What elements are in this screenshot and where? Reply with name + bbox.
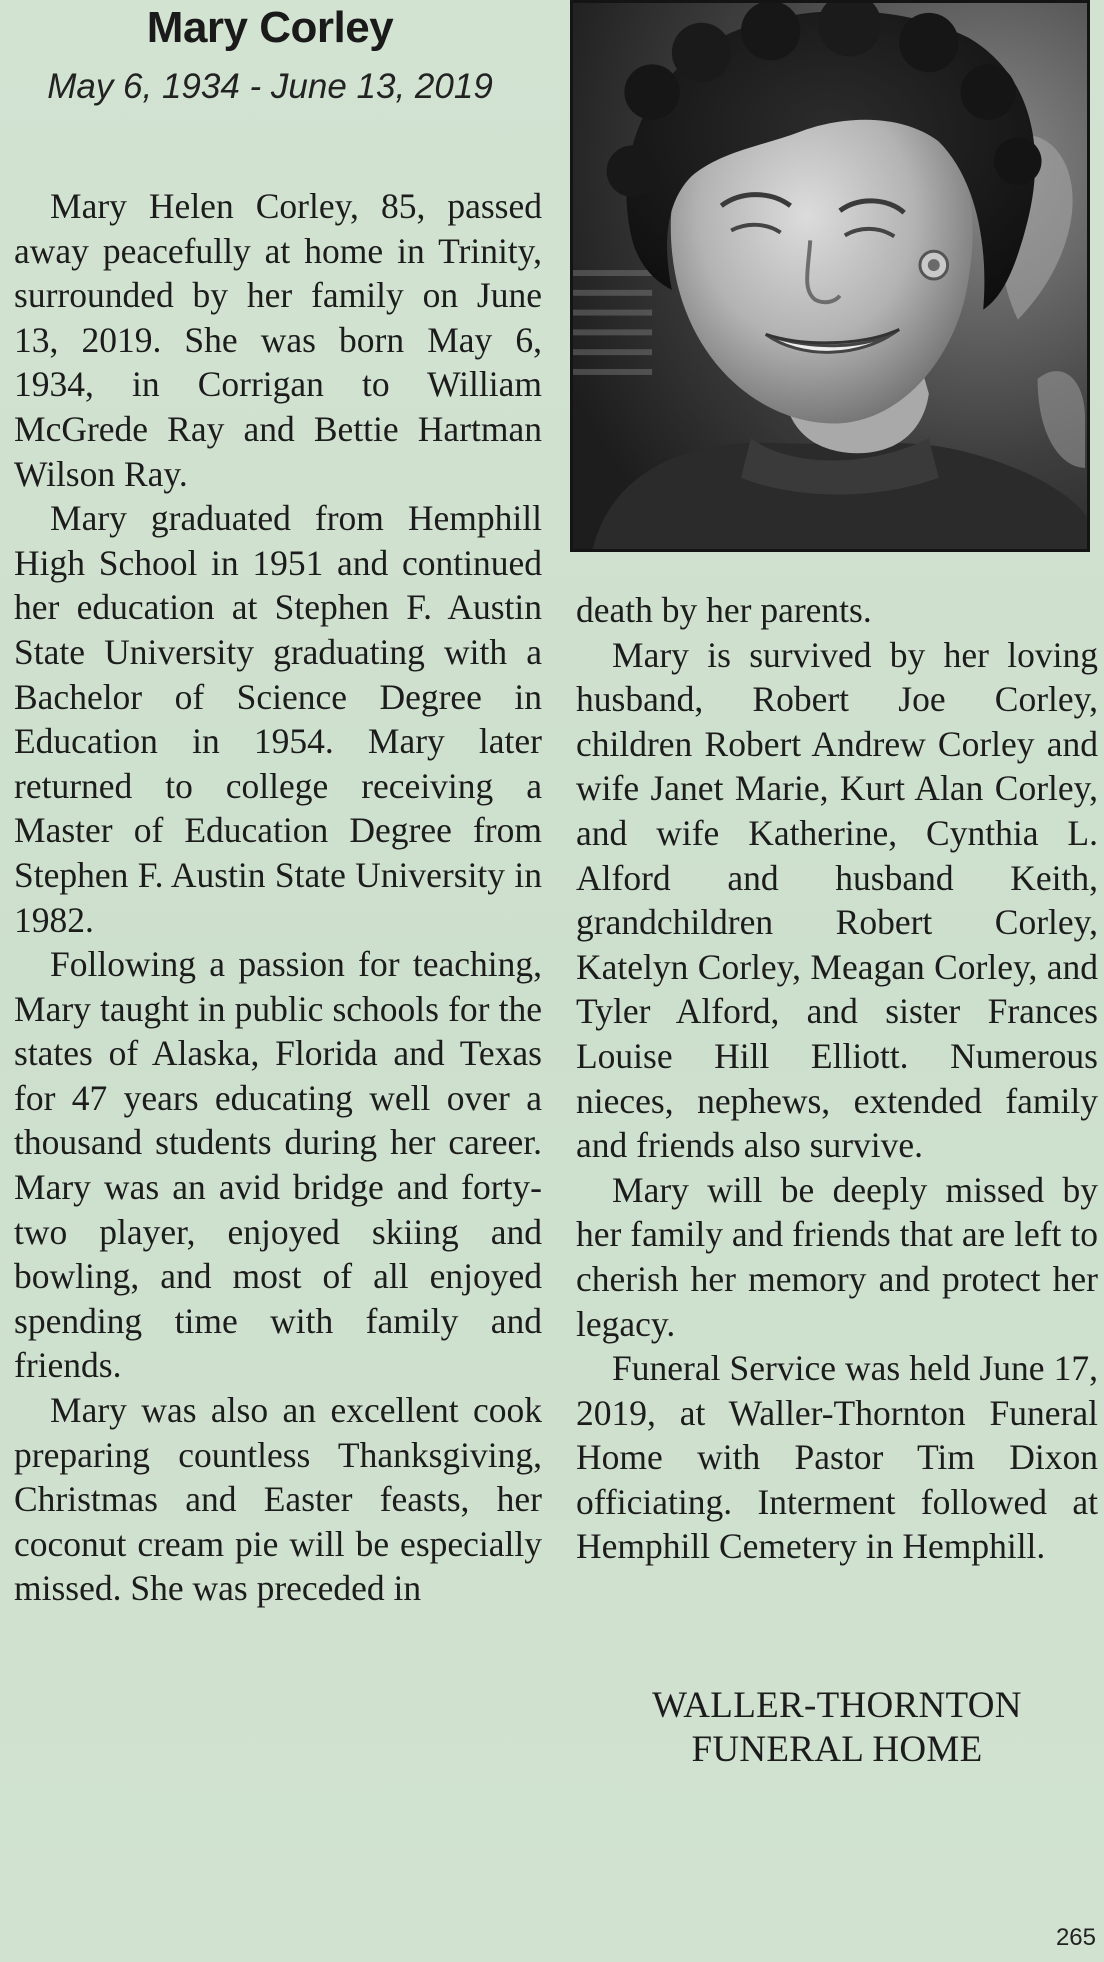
obituary-dates: May 6, 1934 - June 13, 2019 [47,67,493,106]
obituary-paragraph: Mary Helen Corley, 85, passed away peacefully at home in Trinity, surrounded by her family on June 13, 2019. She was born May 6, 1934, in Corrigan to William McGrede Ray and Bettie Hartman Wilson Ray. [14,186,542,494]
funeral-home-name-line2: FUNERAL HOME [691,1729,983,1770]
funeral-home-name-line1: WALLER-THORNTON [652,1685,1022,1726]
obituary-name-heading: Mary Corley [146,3,394,52]
obituary-paragraph: Mary was also an excellent cook preparing countless Thanksgiving, Christmas and Easter feasts, her coconut cream pie will be especially missed. She was preceded in [14,1390,542,1609]
obituary-left-column [14,184,542,1611]
obituary-paragraph: Following a passion for teaching, Mary taught in public schools for the states of Alaska, Florida and Texas for 47 years educating well over a thousand students during her career. Mary was an avid bridge and forty-two player, enjoyed skiing and bowling, and most of all enjoyed spending time with family and friends. [14,944,542,1386]
obituary-paragraph: Mary will be deeply missed by her family and friends that are left to cherish her memory and protect her legacy. [576,1169,1098,1344]
page-number: 265 [1055,1924,1096,1951]
obituary-continuation: death by her parents. [576,590,872,630]
obituary-paragraph: Funeral Service was held June 17, 2019, at Waller-Thornton Funeral Home with Pastor Tim Dixon officiating. Interment followed at Hemphill Cemetery in Hemphill. [576,1348,1098,1567]
obituary-right-column [576,588,1098,1569]
obituary-paragraph: Mary graduated from Hemphill High School in 1951 and continued her education at Stephen F. Austin State University graduating with a Bachelor of Science Degree in Education in 1954. Mary later returned to college receiving a Master of Education Degree from Stephen F. Austin State University in 1982. [14,498,542,940]
portrait-photo [570,0,1090,552]
funeral-home-signature [576,1684,1098,1772]
obituary-paragraph: Mary is survived by her loving husband, Robert Joe Corley, children Robert Andrew Corley and wife Janet Marie, Kurt Alan Corley, and wife Katherine, Cynthia L. Alford and husband Keith, grandchildren Robert Corley, Katelyn Corley, Meagan Corley, and Tyler Alford, and sister Frances Louise Hill Elliott. Numerous nieces, nephews, extended family and friends also survive. [576,634,1098,1166]
portrait-photo-image [573,3,1087,549]
